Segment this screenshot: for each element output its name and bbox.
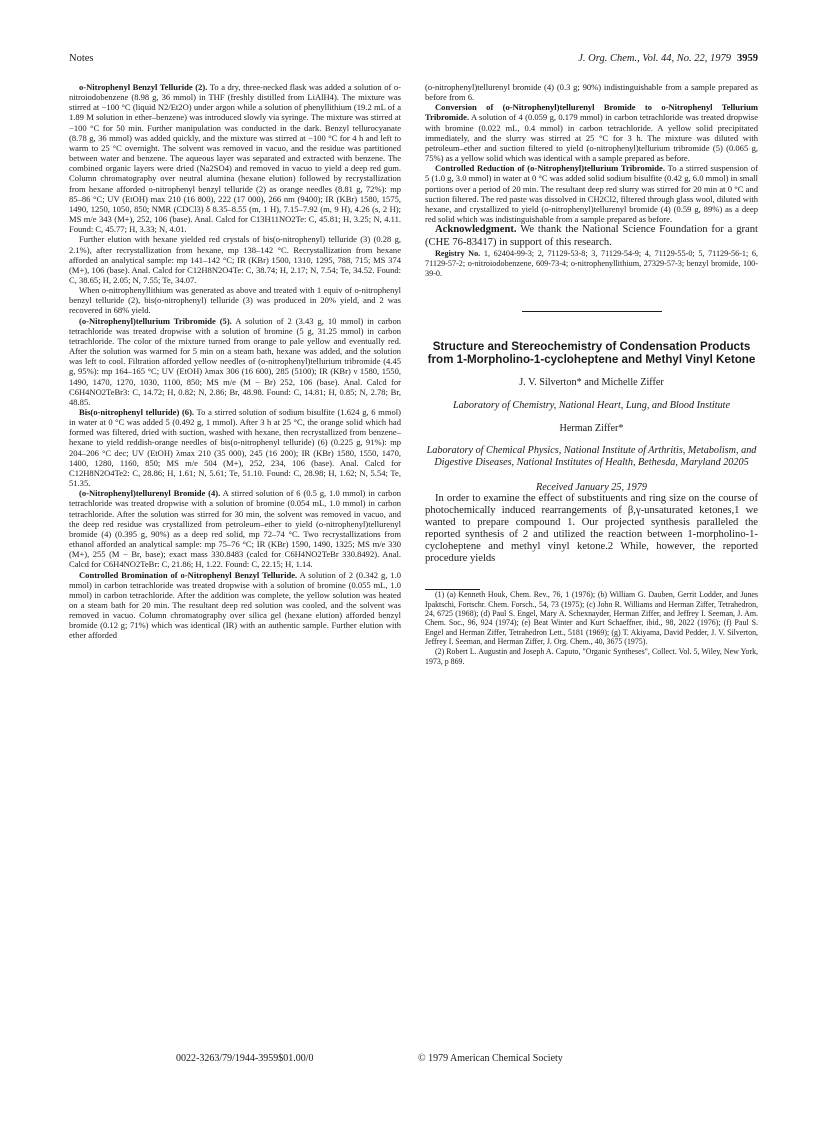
paragraph-text: Further elution with hexane yielded red crystals of bis(o-nitrophenyl) telluride (3) (0.28 g, 2.1%), after recrystallization from hexane, mp 138–142 °C. Recrystallization from hexane afforded an analytical sample: mp 141–142 °C; IR (KBr) 1500, 1310, 1295, 788, 715; MS 374 (M+), 106 (base). Anal. Calcd for C12H8N2O4Te: C, 38.74; H, 2.17; N, 7.54; Te, 34.52. Found: C, 38.65; H, 2.05; N, 7.55; Te, 34.07.	[69, 234, 401, 285]
paragraph-text: To a stirred solution of sodium bisulfite (1.624 g, 6 mmol) in water at 0 °C was added 5 (0.492 g, 1 mmol). After 3 h at 25 °C, the orange solid which had formed was filtered, dried with suction, washed with hexane, then recrystallized from benzene–hexane to yield reddish-orange needles of bis(o-nitrophenyl telluride) (6) (0.225 g, 91%): mp 204–206 °C dec; UV (EtOH) λmax 210 (35 000), 245 (16 200); IR (KBr) 1580, 1550, 1470, 1400, 1280, 1160, 850; MS m/e 504 (M+), 252, 234, 106 (base). Anal. Calcd for C12H8N2O4Te2: C, 28.86; H, 1.61; N, 5.61; Te, 51.10. Found: C, 28.98; H, 1.62; N, 5.54; Te, 51.35.	[69, 407, 401, 489]
paragraph-text: To a stirred suspension of 5 (1.0 g, 3.0 mmol) in water at 0 °C was added solid sodium bisulfite (0.42 g, 6.0 mmol) in small portions over a period of 20 min. The resultant deep red slurry was stirred for 20 min at 0 °C and suction filtered. The red paste was dissolved in CH2Cl2, filtered through glass wool, diluted with hexane, and crystallized to yield (o-nitrophenyl)tellurenyl bromide (4) (0.59 g, 89%) as a deep red solid which was indistinguishable from a sample prepared as before.	[425, 163, 758, 225]
run-in-heading: Controlled Reduction of (o-Nitrophenyl)tellurium Tribromide.	[435, 163, 665, 174]
paragraph	[69, 407, 401, 488]
paragraph	[69, 488, 401, 569]
received-date: Received January 25, 1979	[536, 481, 647, 493]
paragraph-text: A solution of 2 (3.43 g, 10 mmol) in carbon tetrachloride was treated dropwise with a solution of bromine (5 g, 31.25 mmol) in carbon tetrachloride. The color of the mixture turned from orange to pale yellow and eventually red. After the solution was warmed for 5 min on a steam bath, hexane was added, and the solution was left to cool. Filtration afforded yellow needles of (o-nitrophenyl)tellurium tribromide (4.45 g, 95%): mp 164–165 °C; UV (EtOH) λmax 306 (16 600), 285 (5100); IR (KBr) ν 1580, 1550, 1490, 1470, 1270, 1030, 1100, 850; MS m/e (M − Br) 252, 106 (base). Anal. Calcd for C6H4NO2TeBr3: C, 14.72; H, 0.82; N, 2.86; Br, 48.98. Found: C, 14.81; H, 0.85; N, 2.78; Br, 48.85.	[69, 315, 401, 407]
run-in-heading: (o-Nitrophenyl)tellurenyl Bromide (4).	[79, 488, 221, 499]
paragraph	[69, 316, 401, 407]
footnote: (2) Robert L. Augustin and Joseph A. Caputo, "Organic Syntheses", Collect. Vol. 5, Wiley, New York, 1973, p 869.	[425, 647, 758, 666]
run-in-heading: Controlled Bromination of o-Nitrophenyl Benzyl Telluride.	[79, 569, 298, 580]
run-in-heading: (o-Nitrophenyl)tellurium Tribromide (5).	[79, 315, 232, 326]
registry-heading: Registry No.	[435, 249, 481, 258]
paragraph-text: A solution of 4 (0.059 g, 0.179 mmol) in carbon tetrachloride was treated dropwise with bromine (0.022 mL, 0.4 mmol) in carbon tetrachloride. A yellow solid precipitated immediately, and the slurry was stirred at 25 °C for 3 h. The mixture was diluted with petroleum–ether and suction filtered to yield (o-nitrophenyl)tellurium tribromide (5) (0.065 g, 75%) as a yellow solid which was identical with a sample prepared as before.	[425, 112, 758, 164]
paragraph	[69, 570, 401, 641]
section-label: Notes	[69, 53, 94, 64]
article-body: In order to examine the effect of substituents and ring size on the course of photochemically induced rearrangements of β,γ-unsaturated ketones,1 we wanted to prepare compound 1. Our projected synthesis paralleled the reported synthesis of 2 and utilized the reaction between 1-morpholino-1-cycloheptene and methyl vinyl ketone.2 While, however, the reported procedure yields	[425, 492, 758, 565]
paragraph	[425, 163, 758, 224]
article-title: Structure and Stereochemistry of Condensation Products from 1-Morpholino-1-cycloheptene and Methyl Vinyl Ketone	[427, 340, 756, 367]
acknowledgment	[425, 224, 758, 249]
registry-numbers	[425, 249, 758, 279]
left-column	[69, 82, 401, 641]
paragraph	[69, 234, 401, 285]
article-code: 0022-3263/79/1944-3959$01.00/0	[176, 1053, 314, 1064]
paragraph-text: (o-nitrophenyl)tellurenyl bromide (4) (0.3 g; 90%) indistinguishable from a sample prepared as before from 6.	[425, 82, 758, 103]
paragraph	[69, 82, 401, 234]
run-in-heading: Conversion of (o-Nitrophenyl)tellurenyl Bromide to o-Nitrophenyl Tellurium Tribromide.	[425, 102, 758, 123]
registry-text: 1, 62404-99-3; 2, 71129-53-8; 3, 71129-54-9; 4, 71129-55-0; 5, 71129-56-1; 6, 71129-57-2; o-nitroiodobenzene, 609-73-4; o-nitrophenyllithium, 27329-57-3; benzyl bromide, 100-39-0.	[425, 249, 759, 278]
paragraph-text: A solution of 2 (0.342 g, 1.0 mmol) in carbon tetrachloride was treated dropwise with a solution of bromine (0.055 mL, 1.0 mmol) in carbon tetrachloride. After the addition was complete, the yellow solution was heated on a steam bath for 20 min. The resultant deep red solution was cooled, and the solvent was removed in vacuo. Column chromatography over silica gel (hexane elution) afforded benzyl bromide (0.12 g; 71%) which was identical (IR) with an authentic sample. Further elution with ether afforded	[69, 569, 401, 641]
paragraph	[425, 82, 758, 102]
run-in-heading: Bis(o-nitrophenyl telluride) (6).	[79, 407, 195, 417]
copyright: © 1979 American Chemical Society	[418, 1053, 563, 1064]
article-author-2: Herman Ziffer*	[559, 422, 624, 434]
affiliation-2: Laboratory of Chemical Physics, National Institute of Arthritis, Metabolism, and Digestive Diseases, National Institutes of Health, Bethesda, Maryland 20205	[426, 444, 757, 468]
article-authors: J. V. Silverton* and Michelle Ziffer	[519, 377, 664, 389]
affiliation-1: Laboratory of Chemistry, National Heart, Lung, and Blood Institute	[452, 399, 731, 411]
page-number: 3959	[737, 53, 758, 64]
journal-name: J. Org. Chem., Vol. 44, No. 22, 1979	[578, 53, 731, 64]
run-in-heading: o-Nitrophenyl Benzyl Telluride (2).	[79, 82, 208, 92]
paragraph-text: When o-nitrophenyllithium was generated as above and treated with 1 equiv of o-nitrophenyl benzyl telluride (2), bis(o-nitrophenyl) telluride (3) was produced in 20% yield, and 2 was recovered in 68% yield.	[69, 285, 401, 316]
running-header	[69, 53, 758, 67]
acknowledgment-heading: Acknowledgment.	[435, 224, 517, 236]
footnote: (1) (a) Kenneth Houk, Chem. Rev., 76, 1 (1976); (b) William G. Dauben, Gerrit Lodder, and Junes Ipaktschi, Fortschr. Chem. Forsch., 54, 73 (1975); (c) John R. Williams and Herman Ziffer, Tetrahedron, 24, 6725 (1968); (d) Paul S. Engel, Mary A. Schexnayder, Herman Ziffer, and Jeffrey I. Seeman, J. Am. Chem. Soc., 96, 924 (1974); (e) Beat Winter and Kurt Schaeffner, ibid., 98, 2022 (1976); (f) Paul S. Engel and Herman Ziffer, Tetrahedron Lett., 5181 (1969); (g) T. Akiyama, David Pedder, J. V. Silverton, Jeffrey I. Seeman, and Herman Ziffer, J. Org. Chem., 40, 3675 (1975).	[425, 590, 758, 646]
journal-citation	[578, 53, 758, 64]
right-column	[425, 82, 758, 666]
paragraph-text: To a dry, three-necked flask was added a solution of o-nitroiodobenzene (8.98 g, 36 mmol) in THF (freshly distilled from LiAlH4). The mixture was stirred at −100 °C (liquid N2/Et2O) under argon while a solution of phenyllithium (19.2 mL of a 1.89 M solution in ether–benzene) was introduced slowly via syringe. The mixture was stirred at −100 °C for 50 min. Further manipulation was conducted in the dark. Benzyl tellurocyanate (8.78 g, 36 mmol) was added quickly, and the mixture was stirred at −100 °C for 4 h and left to warm to 25 °C overnight. The solvent was removed in vacuo, and the residue was partitioned between water and benzene. The aqueous layer was separated and extracted with benzene. The combined organic layers were dried (Na2SO4) and removed in vacuo to yield a deep red gum. Column chromatography over neutral alumina (hexane elution) followed by recrystallization from hexane afforded o-nitrophenyl benzyl telluride (2) as orange needles (8.81 g, 72%): mp 85–86 °C; UV (EtOH) max 210 (16 800), 222 (17 000), 266 nm (9400); IR (KBr) 1580, 1575, 1490, 1250, 1050, 850; NMR (CDCl3) δ 8.35–8.55 (m, 1 H), 7.15–7.92 (m, 9 H), 4.26 (s, 2 H); MS m/e 343 (M+), 252, 106 (base). Anal. Calcd for C13H11NO2Te: C, 45.81; H, 3.25; N, 4.11. Found: C, 45.77; H, 3.33; N, 4.01.	[69, 82, 401, 235]
paragraph	[425, 102, 758, 163]
acknowledgment-text: We thank the National Science Foundation for a grant (CHE 76-83417) in support of this research.	[425, 224, 758, 248]
paragraph	[69, 285, 401, 315]
article-separator	[522, 311, 662, 312]
paragraph-text: A stirred solution of 6 (0.5 g, 1.0 mmol) in carbon tetrachloride was treated dropwise with a solution of bromine (0.054 mL, 1.0 mmol) in carbon tetrachloride. After the solution was stirred for 30 min, the solvent was removed in vacuo, and the deep red residue was crystallized from petroleum–ether to yield (o-nitrophenyl)tellurenyl bromide (4) (0.395 g, 90%) as a deep red solid, mp 72–74 °C. Two recrystallizations from ethanol afforded an analytical sample: mp 75–76 °C; IR (KBr) 1590, 1490, 1325; MS m/e 330 (M+), 255 (M − Br, base); exact mass 330.8483 (calcd for C6H4NO2TeBr 330.8492). Anal. Calcd for C6H4NO2TeBr: C, 21.86; H, 1.22. Found: C, 22.15; H, 1.14.	[69, 488, 401, 570]
